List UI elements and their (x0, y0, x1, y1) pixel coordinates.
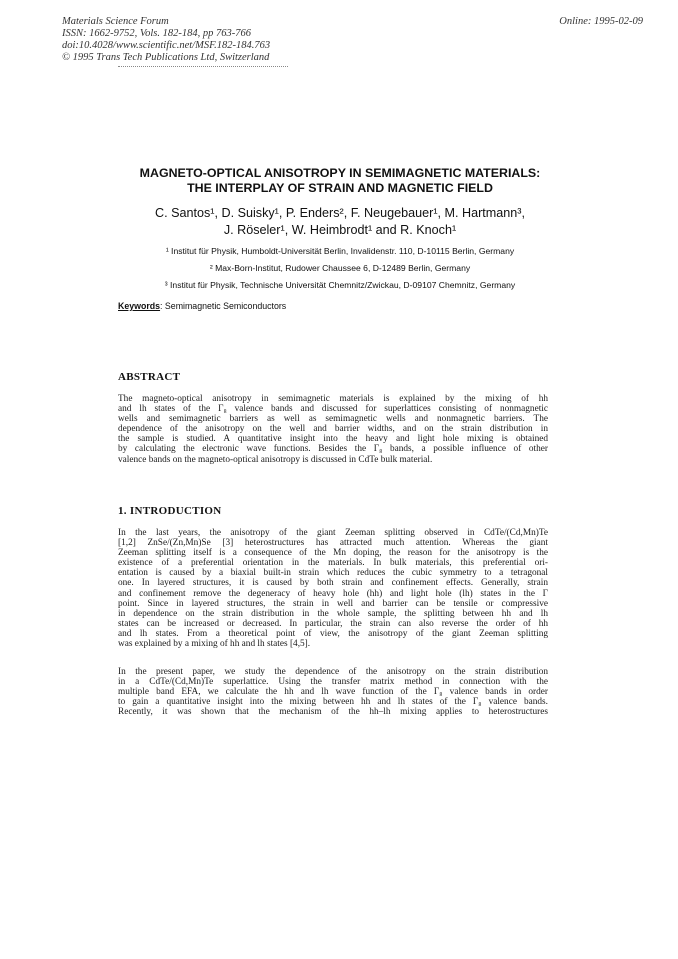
keywords-value: : Semimagnetic Semiconductors (160, 301, 287, 311)
title-line-2: THE INTERPLAY OF STRAIN AND MAGNETIC FIELD (187, 181, 493, 195)
keywords (118, 301, 286, 311)
paper-title (40, 166, 640, 196)
journal-copyright: © 1995 Trans Tech Publications Ltd, Switzerland (62, 52, 270, 63)
abstract-line: and lh states of the Γ₈ valence bands and discussed for superlattices consisting of nonmagnetic (118, 404, 548, 415)
intro-line: existence of a preferential orientation in the materials. In bulk materials, this preferential ori- (118, 558, 548, 569)
intro-line: In the last years, the anisotropy of the giant Zeeman splitting observed in CdTe/(Cd,Mn)Te (118, 528, 548, 538)
abstract-line: valence bands on the magneto-optical anisotropy is discussed in CdTe bulk material. (118, 454, 433, 465)
affiliation-2: ² Max-Born-Institut, Rudower Chaussee 6, D-12489 Berlin, Germany (209, 263, 471, 273)
intro-line: in dependence on the strain distribution in the whole sample, the splitting between hh and lh (118, 608, 548, 619)
introduction-paragraph-2 (118, 667, 548, 717)
journal-doi[interactable]: doi:10.4028/www.scientific.net/MSF.182-184.763 (62, 40, 271, 51)
journal-citation (62, 16, 270, 64)
abstract-body (118, 394, 548, 465)
abstract-line: dependence of the anisotropy on the well and barrier widths, and on the strain distribution in (118, 424, 548, 435)
intro-line: was explained by a mixing of hh and lh states [4,5]. (118, 639, 311, 650)
abstract-line: wells and semimagnetic barriers as well as semimagnetic wells and nonmagnetic barriers. The (118, 414, 548, 425)
authors-line-2: J. Röseler¹, W. Heimbrodt¹ and R. Knoch¹ (223, 223, 457, 237)
abstract-line: the sample is studied. A quantitative insight into the heavy and light hole mixing is obtained (118, 434, 548, 445)
intro-line: In the present paper, we study the dependence of the anisotropy on the strain distribution (118, 667, 548, 677)
abstract-heading: ABSTRACT (118, 371, 181, 383)
author-list (40, 205, 640, 239)
online-date: Online: 1995-02-09 (559, 16, 643, 27)
intro-line: and lh states. From a theoretical point of view, the anisotropy of the giant Zeeman splitting (118, 628, 548, 639)
journal-name: Materials Science Forum (62, 16, 169, 27)
affiliation-3: ³ Institut für Physik, Technische Universität Chemnitz/Zwickau, D-09107 Chemnitz, Germany (164, 280, 516, 290)
authors-line-1: C. Santos¹, D. Suisky¹, P. Enders², F. Neugebauer¹, M. Hartmann³, (154, 206, 526, 220)
intro-line: Zeeman splitting itself is a consequence of the Mn doping, the reason for the anisotropy is the (118, 548, 548, 559)
intro-line: in a CdTe/(Cd,Mn)Te superlattice. Using the transfer matrix method in connection with the (118, 677, 548, 688)
intro-line: entation is caused by a biaxial built-in strain which reduces the cubic symmetry to a tetragonal (118, 568, 548, 579)
intro-line: point. Since in layered structures, the strain in well and barrier can be tensile or compressive (118, 598, 548, 609)
intro-line: multiple band EFA, we calculate the hh and lh wave function of the Γ₈ valence bands in order (118, 687, 548, 698)
intro-line: states can be increased or decreased. In particular, the strain can also reverse the order of hh (118, 618, 548, 629)
journal-issn: ISSN: 1662-9752, Vols. 182-184, pp 763-766 (62, 28, 251, 39)
intro-line: [1,2] ZnSe/(Zn,Mn)Se [3] heterostructures has attracted much attention. Whereas the giant (118, 538, 548, 549)
introduction-heading: 1. INTRODUCTION (118, 505, 222, 517)
intro-line: Recently, it was shown that the mechanism of the hh–lh mixing applies to heterostructures (118, 707, 548, 718)
scan-artifact (118, 66, 288, 71)
abstract-line: The magneto-optical anisotropy in semimagnetic materials is explained by the mixing of hh (118, 394, 548, 404)
affiliation-1: ¹ Institut für Physik, Humboldt-Universität Berlin, Invalidenstr. 110, D-10115 Berlin, Germany (165, 246, 515, 256)
intro-line: to gain a quantitative insight into the mixing between hh and lh states of the Γ₈ valence bands. (118, 697, 548, 708)
intro-line: and confinement remove the degeneracy of heavy hole (hh) and light hole (lh) states in the Γ (118, 588, 548, 599)
intro-line: one. In layered structures, it is caused by both strain and confinement effects. Generally, strain (118, 578, 548, 589)
title-line-1: MAGNETO-OPTICAL ANISOTROPY IN SEMIMAGNETIC MATERIALS: (139, 166, 541, 180)
keywords-label: Keywords (118, 301, 161, 311)
introduction-paragraph-1 (118, 528, 548, 649)
abstract-line: by calculating the electronic wave functions. Besides the Γ₈ bands, a possible influence of other (118, 444, 548, 455)
